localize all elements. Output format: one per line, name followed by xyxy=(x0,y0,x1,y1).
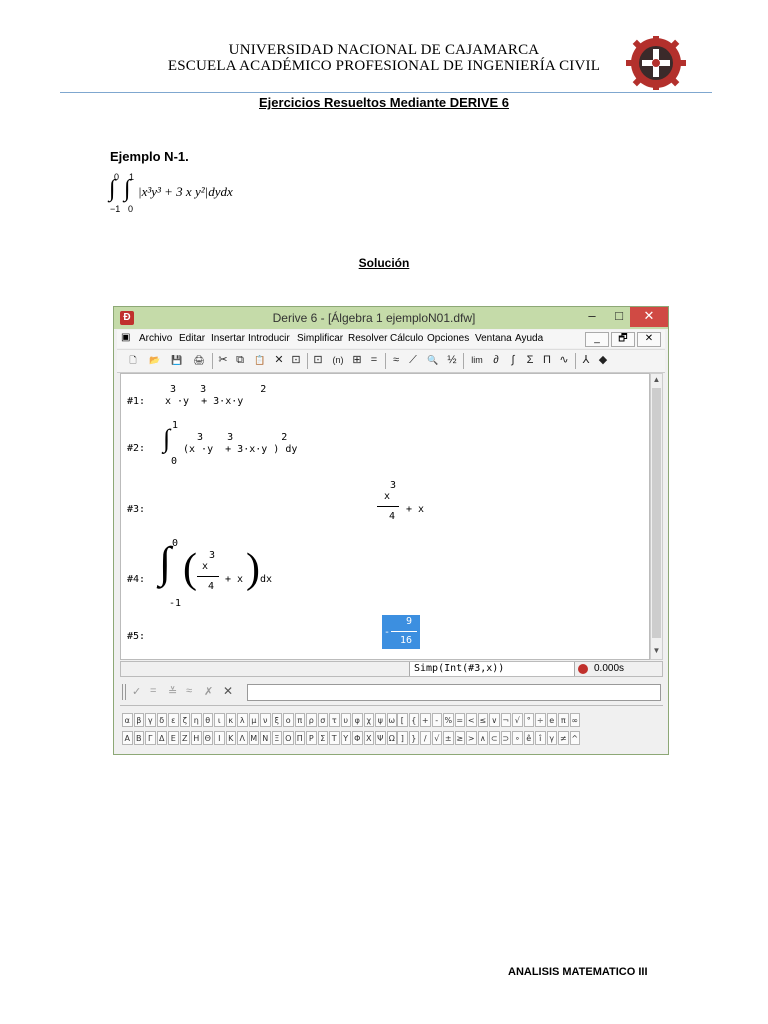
status-time: 0.000s xyxy=(594,663,625,674)
greek-key[interactable]: Λ xyxy=(237,731,248,745)
greek-key[interactable]: Ω xyxy=(387,731,398,745)
greek-key[interactable]: Α xyxy=(122,731,133,745)
expr-4-denominator: 4 xyxy=(208,581,215,592)
menu-calculo[interactable]: Cálculo xyxy=(390,333,424,344)
expr-label-5: #5: xyxy=(127,631,146,642)
toolbar-separator xyxy=(385,353,386,369)
menu-insertar[interactable]: Insertar xyxy=(211,333,245,344)
derive-app-icon[interactable]: Đ xyxy=(120,311,134,325)
symbol-key[interactable]: γ xyxy=(547,731,558,745)
symbol-key[interactable]: % xyxy=(443,713,454,727)
enter-approximate-icon[interactable]: ✗ xyxy=(204,686,214,698)
expr-label-1: #1: xyxy=(127,396,146,407)
status-expression: Simp(Int(#3,x)) xyxy=(409,662,575,676)
menu-editar[interactable]: Editar xyxy=(179,333,206,344)
scroll-down-icon[interactable]: ▼ xyxy=(652,646,661,655)
greek-key[interactable]: γ xyxy=(145,713,156,727)
solution-title: Solución xyxy=(358,256,410,270)
greek-key[interactable]: Ξ xyxy=(272,731,283,745)
expr-5-fraction-bar xyxy=(391,631,417,632)
greek-key[interactable]: ν xyxy=(260,713,271,727)
symbol-key[interactable]: √ xyxy=(512,713,523,727)
greek-key[interactable]: μ xyxy=(249,713,260,727)
toolbar-separator xyxy=(463,353,464,369)
expr-4-differential[interactable]: dx xyxy=(260,574,273,585)
expr-label-4: #4: xyxy=(127,574,146,585)
toolbar-button-22[interactable]: Π xyxy=(543,354,551,366)
expr-5-denominator: 16 xyxy=(400,635,413,646)
greek-key[interactable]: β xyxy=(134,713,145,727)
greek-key[interactable]: δ xyxy=(157,713,168,727)
symbol-key[interactable]: ≤ xyxy=(478,713,489,727)
symbol-key[interactable]: ] xyxy=(397,731,408,745)
symbol-key[interactable]: ≠ xyxy=(558,731,569,745)
expr-3-rest[interactable]: + x xyxy=(406,504,425,515)
greek-key[interactable]: Κ xyxy=(226,731,237,745)
toolbar-button-13[interactable]: = xyxy=(370,354,378,366)
toolbar-button-5[interactable]: ✂ xyxy=(218,354,228,366)
menu-doc-icon[interactable]: ▣ xyxy=(121,332,131,343)
toolbar-button-20[interactable]: ∫ xyxy=(511,354,515,366)
symbol-key[interactable]: ± xyxy=(443,731,454,745)
toolbar-button-2[interactable]: 📂 xyxy=(149,355,161,365)
enter-simplify-icon[interactable]: ≚ xyxy=(168,686,178,698)
greek-key[interactable]: ε xyxy=(168,713,179,727)
entry-grip xyxy=(122,684,126,700)
symbol-key[interactable]: ê xyxy=(524,731,535,745)
greek-key[interactable]: κ xyxy=(226,713,237,727)
keyboard-divider xyxy=(120,705,663,706)
toolbar-button-6[interactable]: ⧉ xyxy=(236,354,244,366)
menu-ayuda[interactable]: Ayuda xyxy=(515,333,544,344)
toolbar-button-9[interactable]: ⊡ xyxy=(291,354,301,366)
clear-entry-icon[interactable]: ✕ xyxy=(223,684,234,698)
expr-4-exponent: 3 xyxy=(209,550,216,561)
maximize-button[interactable]: □ xyxy=(615,308,623,323)
expr-4-left-paren: ( xyxy=(183,546,197,592)
expr-3-denominator: 4 xyxy=(389,511,396,522)
greek-key[interactable]: Φ xyxy=(352,731,363,745)
university-seal-logo xyxy=(621,36,691,90)
clock-icon xyxy=(578,664,588,674)
greek-key[interactable]: Ε xyxy=(168,731,179,745)
symbol-key[interactable]: ∞ xyxy=(570,713,581,727)
menu-simplificar[interactable]: Simplificar xyxy=(297,333,344,344)
mdi-restore-button[interactable]: 🗗 xyxy=(611,332,635,347)
toolbar-button-7[interactable]: 📋 xyxy=(254,355,266,365)
outer-lower-limit: −1 xyxy=(110,204,121,214)
menu-bar xyxy=(117,330,665,348)
greek-key[interactable]: υ xyxy=(341,713,352,727)
expr-5-selection[interactable] xyxy=(382,615,420,649)
symbol-key[interactable]: > xyxy=(466,731,477,745)
expr-5-numerator: 9 xyxy=(406,616,413,627)
toolbar-button-15[interactable]: ⟋ xyxy=(409,354,417,366)
greek-key[interactable]: Σ xyxy=(318,731,329,745)
symbol-key[interactable]: ÷ xyxy=(535,713,546,727)
header-divider xyxy=(60,92,712,93)
greek-row-1 xyxy=(122,713,397,727)
window-titlebar[interactable] xyxy=(114,307,668,329)
expr-4-integral-sign: ∫ xyxy=(159,538,172,587)
document-subtitle: Ejercicios Resueltos Mediante DERIVE 6 xyxy=(259,95,509,110)
greek-key[interactable]: ω xyxy=(387,713,398,727)
greek-key[interactable]: Ο xyxy=(283,731,294,745)
algebra-window[interactable] xyxy=(120,373,650,660)
expression-entry-bar xyxy=(120,681,663,703)
symbol-row-1 xyxy=(397,713,580,727)
toolbar-button-18[interactable]: lim xyxy=(471,355,483,365)
expr-2-exponents: 3 3 2 xyxy=(197,432,288,443)
symbol-key[interactable]: √ xyxy=(432,731,443,745)
greek-key[interactable]: ρ xyxy=(306,713,317,727)
symbol-key[interactable]: [ xyxy=(397,713,408,727)
expression-input[interactable] xyxy=(247,684,661,701)
greek-symbol-palette xyxy=(122,710,396,750)
menu-opciones[interactable]: Opciones xyxy=(427,333,470,344)
symbol-key[interactable]: ∘ xyxy=(512,731,523,745)
toolbar-button-12[interactable]: ⊞ xyxy=(352,354,362,366)
toolbar-button-23[interactable]: ∿ xyxy=(559,354,569,366)
symbol-key[interactable]: î xyxy=(535,731,546,745)
expr-4-fraction-bar xyxy=(197,576,219,577)
symbol-key[interactable]: ^ xyxy=(570,731,581,745)
toolbar xyxy=(117,349,665,373)
expr-label-2: #2: xyxy=(127,443,146,454)
enter-check-icon[interactable]: ✓ xyxy=(132,686,142,698)
vertical-scrollbar[interactable] xyxy=(650,373,663,660)
symbol-key[interactable]: ∧ xyxy=(478,731,489,745)
minimize-button[interactable]: – xyxy=(588,308,596,323)
greek-key[interactable]: Ι xyxy=(214,731,225,745)
greek-key[interactable]: π xyxy=(295,713,306,727)
greek-key[interactable]: α xyxy=(122,713,133,727)
toolbar-button-8[interactable]: ✕ xyxy=(274,354,284,366)
greek-key[interactable]: Υ xyxy=(341,731,352,745)
toolbar-button-1[interactable]: 🗋 xyxy=(129,355,137,365)
toolbar-button-24[interactable]: ⅄ xyxy=(582,354,590,366)
expr-4-numerator: x xyxy=(202,561,209,572)
symbol-key[interactable]: - xyxy=(432,713,443,727)
greek-row-2 xyxy=(122,731,397,745)
symbol-key[interactable]: < xyxy=(466,713,477,727)
greek-key[interactable]: Π xyxy=(295,731,306,745)
expr-2-upper-limit: 1 xyxy=(172,420,179,431)
expr-label-3: #3: xyxy=(127,504,146,515)
greek-key[interactable]: ξ xyxy=(272,713,283,727)
greek-key[interactable]: Ρ xyxy=(306,731,317,745)
symbol-key[interactable]: + xyxy=(420,713,431,727)
expr-3-fraction-bar xyxy=(377,506,399,507)
menu-resolver[interactable]: Resolver xyxy=(348,333,388,344)
greek-key[interactable]: φ xyxy=(352,713,363,727)
greek-key[interactable]: Ζ xyxy=(180,731,191,745)
greek-key[interactable]: Γ xyxy=(145,731,156,745)
status-bar xyxy=(120,661,663,677)
toolbar-button-10[interactable]: ⊡ xyxy=(313,354,323,366)
toolbar-button-17[interactable]: ½ xyxy=(447,354,457,366)
scrollbar-thumb[interactable] xyxy=(652,388,661,638)
approximate-icon[interactable]: ≈ xyxy=(186,685,193,697)
toolbar-button-25[interactable]: ◆ xyxy=(598,354,608,366)
menu-ventana[interactable]: Ventana xyxy=(475,333,512,344)
toolbar-separator xyxy=(307,353,308,369)
symbol-key[interactable]: / xyxy=(420,731,431,745)
integrand: |x³y³ + 3 x y²|dydx xyxy=(138,184,233,199)
toolbar-button-4[interactable]: 🖨 xyxy=(193,355,205,365)
outer-integral-sign: ∫ xyxy=(109,176,116,202)
expr-4-right-paren: ) xyxy=(246,546,260,592)
toolbar-button-11[interactable]: (n) xyxy=(332,355,344,365)
inner-upper-limit: 1 xyxy=(129,172,135,182)
derive-window[interactable] xyxy=(113,306,669,755)
expr-2-integral-sign: ∫ xyxy=(163,424,171,453)
greek-key[interactable]: Χ xyxy=(364,731,375,745)
toolbar-button-19[interactable]: ∂ xyxy=(493,354,499,366)
greek-key[interactable]: ι xyxy=(214,713,225,727)
math-symbol-palette xyxy=(397,710,662,750)
mdi-minimize-button[interactable]: _ xyxy=(585,332,609,347)
greek-key[interactable]: τ xyxy=(329,713,340,727)
symbol-key[interactable]: ⊂ xyxy=(489,731,500,745)
footer-course: ANALISIS MATEMATICO III xyxy=(508,966,648,978)
toolbar-button-21[interactable]: Σ xyxy=(526,354,534,366)
toolbar-separator xyxy=(212,353,213,369)
greek-key[interactable]: Δ xyxy=(157,731,168,745)
symbol-key[interactable]: = xyxy=(455,713,466,727)
greek-key[interactable]: Θ xyxy=(203,731,214,745)
scroll-up-icon[interactable]: ▲ xyxy=(652,375,661,384)
expr-4-upper-limit: 0 xyxy=(172,538,179,549)
greek-key[interactable]: σ xyxy=(318,713,329,727)
toolbar-button-3[interactable]: 💾 xyxy=(171,355,183,365)
expr-4-rest: + x xyxy=(225,574,244,585)
symbol-key[interactable]: ° xyxy=(524,713,535,727)
greek-key[interactable]: ψ xyxy=(375,713,386,727)
expr-1-exponents: 3 3 2 xyxy=(170,384,267,395)
symbol-key[interactable]: ∨ xyxy=(489,713,500,727)
greek-key[interactable]: η xyxy=(191,713,202,727)
example-title: Ejemplo N-1. xyxy=(110,149,189,164)
symbol-key[interactable]: ≥ xyxy=(455,731,466,745)
expr-2[interactable]: (x ·y + 3·x·y ) dy xyxy=(183,444,298,455)
greek-key[interactable]: Ψ xyxy=(375,731,386,745)
greek-key[interactable]: Η xyxy=(191,731,202,745)
mdi-close-button[interactable]: ✕ xyxy=(637,332,661,347)
expr-5-sign: - xyxy=(384,627,391,638)
expr-3-exponent: 3 xyxy=(390,480,397,491)
menu-introducir[interactable]: Introducir xyxy=(248,333,290,344)
greek-key[interactable]: ζ xyxy=(180,713,191,727)
inner-lower-limit: 0 xyxy=(128,204,134,214)
close-button[interactable]: ✕ xyxy=(630,307,668,327)
menu-archivo[interactable]: Archivo xyxy=(139,333,173,344)
expr-2-lower-limit: 0 xyxy=(171,456,178,467)
greek-key[interactable]: Β xyxy=(134,731,145,745)
toolbar-button-14[interactable]: ≈ xyxy=(392,354,400,366)
expr-3-numerator: x xyxy=(384,491,391,502)
symbol-row-2 xyxy=(397,731,580,745)
symbol-key[interactable]: e xyxy=(547,713,558,727)
simplify-icon[interactable]: = xyxy=(150,685,157,697)
symbol-key[interactable]: π xyxy=(558,713,569,727)
greek-key[interactable]: Ν xyxy=(260,731,271,745)
symbol-key[interactable]: ¬ xyxy=(501,713,512,727)
inner-integral-sign: ∫ xyxy=(124,176,131,202)
school-name: ESCUELA ACADÉMICO PROFESIONAL DE INGENIERÍA CIVIL xyxy=(167,58,601,74)
window-title: Derive 6 - [Álgebra 1 ejemploN01.dfw] xyxy=(272,311,476,325)
symbol-key[interactable]: ⊃ xyxy=(501,731,512,745)
greek-key[interactable]: λ xyxy=(237,713,248,727)
outer-upper-limit: 0 xyxy=(114,172,120,182)
greek-key[interactable]: ο xyxy=(283,713,294,727)
toolbar-separator xyxy=(575,353,576,369)
expr-1[interactable]: x ·y + 3·x·y xyxy=(165,396,244,407)
greek-key[interactable]: χ xyxy=(364,713,375,727)
symbol-key[interactable]: } xyxy=(409,731,420,745)
university-name: UNIVERSIDAD NACIONAL DE CAJAMARCA xyxy=(228,42,540,58)
double-integral-formula xyxy=(108,172,308,218)
symbol-key[interactable]: { xyxy=(409,713,420,727)
expr-4-lower-limit: -1 xyxy=(169,598,182,609)
greek-key[interactable]: Μ xyxy=(249,731,260,745)
toolbar-button-16[interactable]: 🔍 xyxy=(427,355,439,365)
greek-key[interactable]: Τ xyxy=(329,731,340,745)
greek-key[interactable]: θ xyxy=(203,713,214,727)
